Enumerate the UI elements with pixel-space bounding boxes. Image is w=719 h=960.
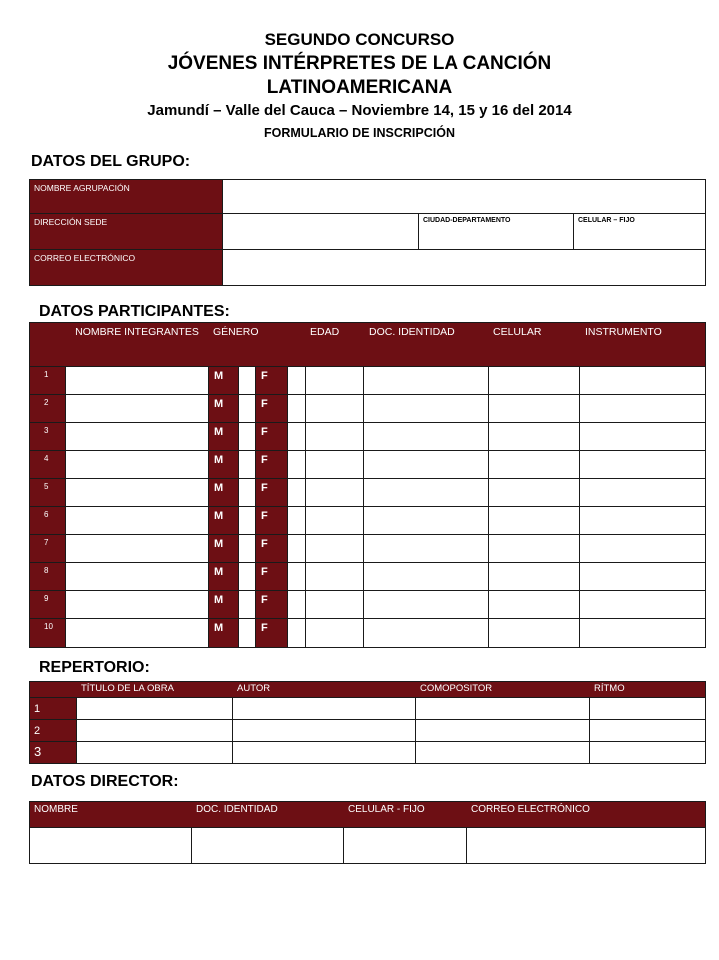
genero-m-cell <box>208 394 239 423</box>
genero-f-check[interactable] <box>287 590 306 619</box>
participant-row-number: 10 <box>44 622 53 631</box>
row-number-cell <box>29 562 66 591</box>
participantes-section-title: DATOS PARTICIPANTES: <box>39 303 230 320</box>
genero-m-label: M <box>214 454 224 466</box>
instrumento-field[interactable] <box>579 450 706 479</box>
celular-field[interactable] <box>488 450 580 479</box>
genero-m-check[interactable] <box>238 366 256 395</box>
title-line-3: LATINOAMERICANA <box>266 77 453 98</box>
genero-f-label: F <box>261 594 268 606</box>
row-number-cell <box>29 394 66 423</box>
genero-m-label: M <box>214 566 224 578</box>
director-section-title: DATOS DIRECTOR: <box>31 773 179 790</box>
genero-m-label: M <box>214 594 224 606</box>
col-instrumento: INSTRUMENTO <box>585 326 662 338</box>
instrumento-field[interactable] <box>579 422 706 451</box>
titulo-obra-field[interactable] <box>76 741 233 764</box>
genero-m-cell <box>208 534 239 563</box>
row-number-cell <box>29 366 66 395</box>
nombre-agrupacion-field[interactable] <box>222 179 706 214</box>
doc-identidad-field[interactable] <box>363 562 489 591</box>
genero-m-label: M <box>214 622 224 634</box>
genero-f-check[interactable] <box>287 366 306 395</box>
celular-fijo-label: CELULAR – FIJO <box>578 217 635 224</box>
col-compositor: COMOPOSITOR <box>420 683 493 694</box>
repertorio-number-cell <box>29 697 77 720</box>
repertorio-row-number: 1 <box>34 703 41 715</box>
genero-m-check[interactable] <box>238 450 256 479</box>
genero-m-label: M <box>214 510 224 522</box>
genero-f-label: F <box>261 454 268 466</box>
doc-identidad-field[interactable] <box>363 506 489 535</box>
celular-field[interactable] <box>488 534 580 563</box>
instrumento-field[interactable] <box>579 562 706 591</box>
compositor-field[interactable] <box>415 719 590 742</box>
celular-field[interactable] <box>488 422 580 451</box>
genero-f-cell <box>255 534 288 563</box>
genero-f-label: F <box>261 370 268 382</box>
genero-m-check[interactable] <box>238 394 256 423</box>
ciudad-departamento-field[interactable] <box>418 213 574 250</box>
ciudad-departamento-label: CIUDAD-DEPARTAMENTO <box>423 217 511 224</box>
participant-row-number: 2 <box>44 398 49 407</box>
genero-m-cell <box>208 562 239 591</box>
genero-f-check[interactable] <box>287 394 306 423</box>
edad-field[interactable] <box>305 450 364 479</box>
genero-m-label: M <box>214 398 224 410</box>
genero-m-cell <box>208 506 239 535</box>
genero-f-label: F <box>261 566 268 578</box>
doc-identidad-field[interactable] <box>363 590 489 619</box>
genero-m-cell <box>208 366 239 395</box>
genero-f-cell <box>255 450 288 479</box>
edad-field[interactable] <box>305 562 364 591</box>
genero-m-label: M <box>214 426 224 438</box>
instrumento-field[interactable] <box>579 506 706 535</box>
celular-field[interactable] <box>488 478 580 507</box>
row-number-cell <box>29 590 66 619</box>
genero-m-cell <box>208 590 239 619</box>
genero-m-label: M <box>214 370 224 382</box>
participant-row-number: 1 <box>44 370 49 379</box>
genero-f-label: F <box>261 510 268 522</box>
participant-row-number: 8 <box>44 566 49 575</box>
participant-row-number: 4 <box>44 454 49 463</box>
nombre-field[interactable] <box>65 366 209 395</box>
edad-field[interactable] <box>305 422 364 451</box>
direccion-sede-label: DIRECCIÓN SEDE <box>34 217 108 227</box>
grupo-section-title: DATOS DEL GRUPO: <box>31 153 191 170</box>
edad-field[interactable] <box>305 394 364 423</box>
celular-field[interactable] <box>488 618 580 648</box>
genero-m-check[interactable] <box>238 534 256 563</box>
correo-label: CORREO ELECTRÓNICO <box>34 253 136 263</box>
repertorio-number-cell <box>29 741 77 764</box>
edad-field[interactable] <box>305 618 364 648</box>
autor-field[interactable] <box>232 697 416 720</box>
genero-f-check[interactable] <box>287 422 306 451</box>
col-celular: CELULAR <box>493 326 542 338</box>
instrumento-field[interactable] <box>579 590 706 619</box>
genero-f-check[interactable] <box>287 562 306 591</box>
genero-f-label: F <box>261 622 268 634</box>
genero-f-label: F <box>261 482 268 494</box>
genero-f-check[interactable] <box>287 478 306 507</box>
col-autor: AUTOR <box>237 683 271 694</box>
event-location-date: Jamundí – Valle del Cauca – Noviembre 14, 15 y 16 del 2014 <box>147 102 572 119</box>
genero-m-label: M <box>214 482 224 494</box>
genero-f-label: F <box>261 398 268 410</box>
compositor-field[interactable] <box>415 697 590 720</box>
col-nombre-integrantes: NOMBRE INTEGRANTES <box>75 326 199 338</box>
genero-m-check[interactable] <box>238 618 256 648</box>
row-number-cell <box>29 534 66 563</box>
edad-field[interactable] <box>305 478 364 507</box>
correo-field[interactable] <box>222 249 706 286</box>
participant-row-number: 5 <box>44 482 49 491</box>
col-genero: GÉNERO <box>213 326 259 338</box>
edad-field[interactable] <box>305 366 364 395</box>
row-number-cell <box>29 506 66 535</box>
instrumento-field[interactable] <box>579 366 706 395</box>
genero-f-cell <box>255 366 288 395</box>
genero-m-check[interactable] <box>238 422 256 451</box>
participant-row-number: 3 <box>44 426 49 435</box>
edad-field[interactable] <box>305 534 364 563</box>
col-director-doc: DOC. IDENTIDAD <box>196 804 278 815</box>
doc-identidad-field[interactable] <box>363 366 489 395</box>
titulo-obra-field[interactable] <box>76 719 233 742</box>
repertorio-row-number: 2 <box>34 725 41 737</box>
director-celular-field[interactable] <box>343 827 467 864</box>
celular-field[interactable] <box>488 394 580 423</box>
genero-m-check[interactable] <box>238 562 256 591</box>
title-line-2: JÓVENES INTÉRPRETES DE LA CANCIÓN <box>167 53 552 74</box>
nombre-field[interactable] <box>65 562 209 591</box>
col-doc-identidad: DOC. IDENTIDAD <box>369 326 455 338</box>
autor-field[interactable] <box>232 741 416 764</box>
doc-identidad-field[interactable] <box>363 450 489 479</box>
doc-identidad-field[interactable] <box>363 478 489 507</box>
nombre-field[interactable] <box>65 618 209 648</box>
genero-f-cell <box>255 506 288 535</box>
genero-m-check[interactable] <box>238 478 256 507</box>
genero-m-cell <box>208 618 239 648</box>
genero-f-label: F <box>261 538 268 550</box>
genero-m-cell <box>208 450 239 479</box>
participant-row-number: 7 <box>44 538 49 547</box>
genero-f-check[interactable] <box>287 618 306 648</box>
instrumento-field[interactable] <box>579 618 706 648</box>
genero-f-cell <box>255 478 288 507</box>
row-number-cell <box>29 618 66 648</box>
celular-field[interactable] <box>488 366 580 395</box>
row-number-cell <box>29 478 66 507</box>
genero-f-cell <box>255 590 288 619</box>
edad-field[interactable] <box>305 590 364 619</box>
repertorio-row-number: 3 <box>34 744 42 759</box>
director-correo-field[interactable] <box>466 827 706 864</box>
genero-f-cell <box>255 422 288 451</box>
nombre-agrupacion-label-cell <box>29 179 223 214</box>
row-number-cell <box>29 450 66 479</box>
genero-m-label: M <box>214 538 224 550</box>
genero-f-cell <box>255 394 288 423</box>
col-edad: EDAD <box>310 326 340 338</box>
direccion-sede-label-cell <box>29 213 223 250</box>
titulo-obra-field[interactable] <box>76 697 233 720</box>
direccion-sede-field[interactable] <box>222 213 419 250</box>
genero-f-cell <box>255 618 288 648</box>
celular-field[interactable] <box>488 506 580 535</box>
celular-fijo-field[interactable] <box>573 213 706 250</box>
genero-f-check[interactable] <box>287 450 306 479</box>
genero-f-cell <box>255 562 288 591</box>
genero-m-check[interactable] <box>238 590 256 619</box>
instrumento-field[interactable] <box>579 394 706 423</box>
director-nombre-field[interactable] <box>29 827 192 864</box>
nombre-field[interactable] <box>65 478 209 507</box>
col-director-celular: CELULAR - FIJO <box>348 804 425 815</box>
doc-identidad-field[interactable] <box>363 534 489 563</box>
doc-identidad-field[interactable] <box>363 394 489 423</box>
title-line-1: SEGUNDO CONCURSO <box>264 30 455 49</box>
doc-identidad-field[interactable] <box>363 618 489 648</box>
director-doc-field[interactable] <box>191 827 344 864</box>
col-titulo-obra: TÍTULO DE LA OBRA <box>81 683 174 694</box>
form-title: FORMULARIO DE INSCRIPCIÓN <box>264 126 455 140</box>
doc-identidad-field[interactable] <box>363 422 489 451</box>
ritmo-field[interactable] <box>589 741 706 764</box>
nombre-field[interactable] <box>65 534 209 563</box>
instrumento-field[interactable] <box>579 534 706 563</box>
ritmo-field[interactable] <box>589 719 706 742</box>
ritmo-field[interactable] <box>589 697 706 720</box>
nombre-field[interactable] <box>65 590 209 619</box>
row-number-cell <box>29 422 66 451</box>
nombre-field[interactable] <box>65 394 209 423</box>
col-director-nombre: NOMBRE <box>34 804 78 815</box>
genero-f-check[interactable] <box>287 506 306 535</box>
genero-f-check[interactable] <box>287 534 306 563</box>
nombre-field[interactable] <box>65 506 209 535</box>
col-director-correo: CORREO ELECTRÓNICO <box>471 804 590 815</box>
nombre-field[interactable] <box>65 450 209 479</box>
repertorio-section-title: REPERTORIO: <box>39 659 150 676</box>
participant-row-number: 9 <box>44 594 49 603</box>
nombre-agrupacion-label: NOMBRE AGRUPACIÓN <box>34 183 130 193</box>
celular-field[interactable] <box>488 562 580 591</box>
genero-f-label: F <box>261 426 268 438</box>
celular-field[interactable] <box>488 590 580 619</box>
genero-m-cell <box>208 422 239 451</box>
genero-m-check[interactable] <box>238 506 256 535</box>
instrumento-field[interactable] <box>579 478 706 507</box>
repertorio-number-cell <box>29 719 77 742</box>
participant-row-number: 6 <box>44 510 49 519</box>
genero-m-cell <box>208 478 239 507</box>
col-ritmo: RÍTMO <box>594 683 625 694</box>
nombre-field[interactable] <box>65 422 209 451</box>
edad-field[interactable] <box>305 506 364 535</box>
autor-field[interactable] <box>232 719 416 742</box>
correo-label-cell <box>29 249 223 286</box>
compositor-field[interactable] <box>415 741 590 764</box>
